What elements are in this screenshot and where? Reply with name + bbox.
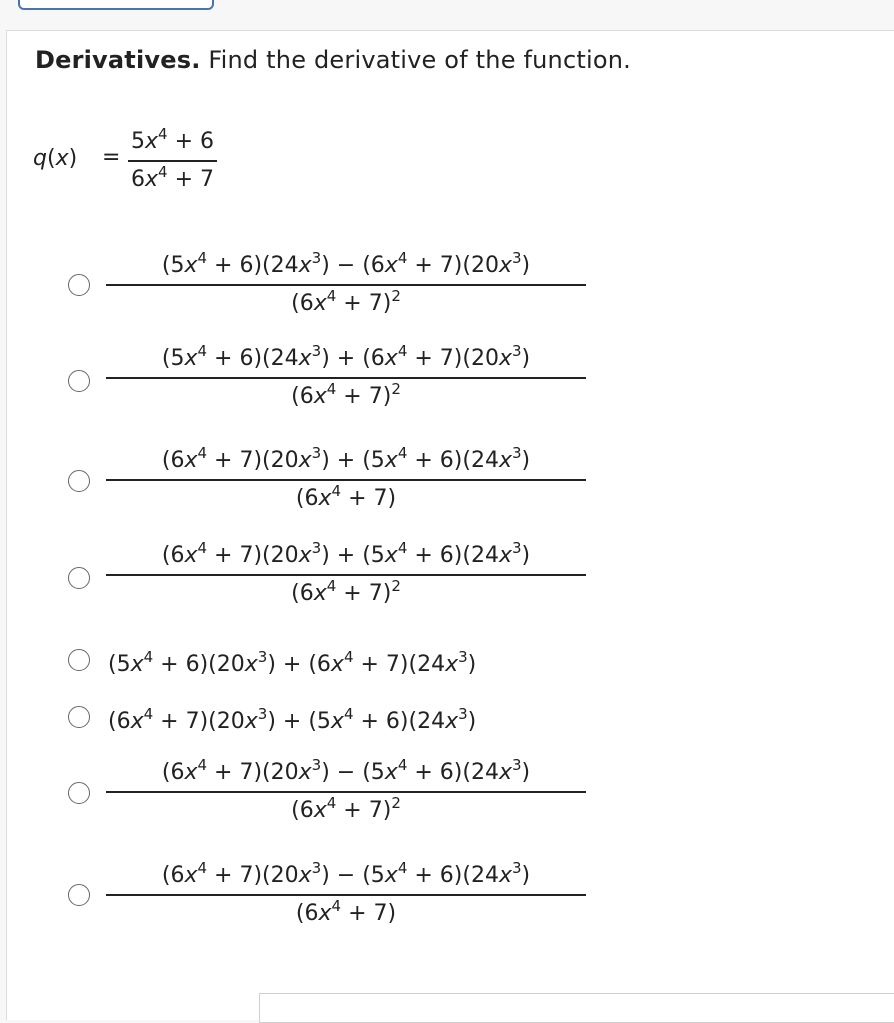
function-denominator: $6x^4 + 7$ — [131, 162, 214, 192]
option-1-fraction — [106, 249, 586, 318]
option-5-radio[interactable] — [68, 649, 90, 671]
option-8-radio[interactable] — [68, 884, 90, 906]
option-2-fraction — [106, 342, 586, 411]
option-8-denominator: $(6x^4 + 7)$ — [295, 896, 397, 926]
option-2-radio[interactable] — [68, 370, 90, 392]
question-heading — [35, 46, 631, 74]
option-1-radio[interactable] — [68, 274, 90, 296]
option-8-numerator: $(6x^4 + 7)(20x^3) - (5x^4 + 6)(24x^3)$ — [161, 859, 531, 888]
option-7-radio[interactable] — [68, 782, 90, 804]
option-7-numerator: $(6x^4 + 7)(20x^3) - (5x^4 + 6)(24x^3)$ — [161, 756, 531, 785]
option-2-denominator: $(6x^4 + 7)^2$ — [291, 379, 401, 409]
equals-sign: = — [102, 145, 121, 170]
option-4-radio[interactable] — [68, 567, 90, 589]
option-3-fraction — [106, 444, 586, 513]
option-7-fraction — [106, 756, 586, 825]
option-6-radio[interactable] — [68, 706, 90, 728]
option-3-denominator: $(6x^4 + 7)$ — [295, 481, 397, 511]
option-7-denominator: $(6x^4 + 7)^2$ — [291, 793, 401, 823]
function-label: q(x) — [33, 146, 78, 171]
option-8-fraction — [106, 859, 586, 928]
option-4-denominator: $(6x^4 + 7)^2$ — [291, 576, 401, 606]
option-5-expression: $(5x^4 + 6)(20x^3) + (6x^4 + 7)(24x^3)$ — [108, 648, 477, 677]
option-3-numerator: $(6x^4 + 7)(20x^3) + (5x^4 + 6)(24x^3)$ — [161, 444, 531, 473]
function-numerator: $5x^4 + 6$ — [131, 125, 214, 154]
answer-box[interactable] — [259, 993, 894, 1023]
function-fraction — [128, 125, 217, 194]
option-4-fraction — [106, 539, 586, 608]
option-2-numerator: $(5x^4 + 6)(24x^3) + (6x^4 + 7)(20x^3)$ — [161, 342, 531, 371]
option-6-expression: $(6x^4 + 7)(20x^3) + (5x^4 + 6)(24x^3)$ — [108, 705, 477, 734]
option-4-numerator: $(6x^4 + 7)(20x^3) + (5x^4 + 6)(24x^3)$ — [161, 539, 531, 568]
option-3-radio[interactable] — [68, 470, 90, 492]
heading-bold-title: Derivatives. — [35, 46, 201, 74]
option-1-numerator: $(5x^4 + 6)(24x^3) - (6x^4 + 7)(20x^3)$ — [161, 249, 531, 278]
option-1-denominator: $(6x^4 + 7)^2$ — [291, 286, 401, 316]
top-tab-box[interactable] — [18, 0, 214, 10]
heading-prompt: Find the derivative of the function. — [208, 46, 631, 74]
